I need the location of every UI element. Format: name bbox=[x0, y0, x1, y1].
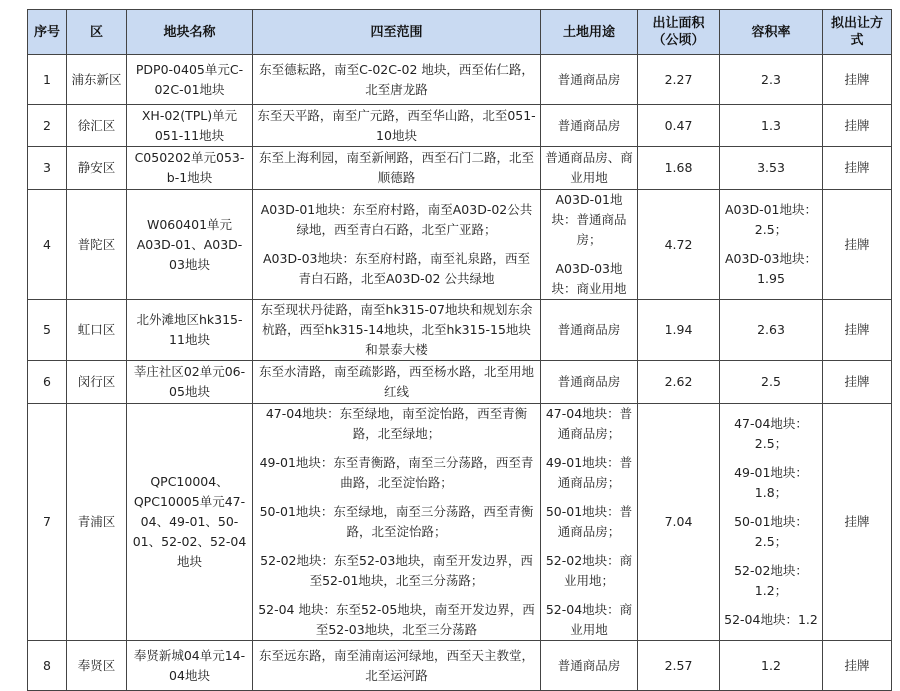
header-no: 序号 bbox=[28, 10, 67, 55]
table-row bbox=[28, 55, 892, 105]
table-row bbox=[28, 147, 892, 190]
cell-boundaries-entry: 东至现状丹徒路，南至hk315-07地块和规划东余杭路，西至hk315-14地块，北至hk315-15地块和景泰大楼 bbox=[260, 302, 533, 357]
cell-land-use bbox=[541, 190, 638, 300]
cell-plot-name: W060401单元A03D-01、A03D-03地块 bbox=[127, 190, 253, 300]
cell-boundaries-entry: 东至天平路，南至广元路，西至华山路，北至051-10地块 bbox=[257, 107, 536, 143]
cell-area: 1.94 bbox=[638, 300, 720, 361]
cell-spacer bbox=[724, 552, 818, 561]
cell-method: 挂牌 bbox=[823, 641, 892, 691]
land-auction-table bbox=[27, 9, 892, 691]
cell-land-use-entry: 50-01地块：普通商品房； bbox=[545, 504, 633, 539]
header-district: 区 bbox=[67, 10, 127, 55]
cell-method: 挂牌 bbox=[823, 404, 892, 641]
cell-spacer bbox=[545, 542, 633, 551]
cell-far-entry: 2.5 bbox=[761, 374, 781, 389]
cell-no: 8 bbox=[28, 641, 67, 691]
cell-plot-name: PDP0-0405单元C-02C-01地块 bbox=[127, 55, 253, 105]
header-plot-name: 地块名称 bbox=[127, 10, 253, 55]
cell-area: 1.68 bbox=[638, 147, 720, 190]
cell-land-use-entry: A03D-01地块：普通商品房； bbox=[551, 192, 627, 247]
cell-far bbox=[720, 190, 823, 300]
cell-far-entry: 1.3 bbox=[761, 117, 781, 133]
cell-far-entry: 52-02地块：1.2； bbox=[734, 563, 808, 598]
cell-boundaries-entry: 49-01地块：东至青衡路，南至三分荡路，西至青曲路，北至淀怡路； bbox=[259, 455, 534, 490]
table-row bbox=[28, 404, 892, 641]
cell-land-use-entry: 普通商品房 bbox=[557, 374, 621, 389]
cell-boundaries-entry: A03D-03地块：东至府村路，南至礼泉路，西至青白石路，北至A03D-02 公共绿地 bbox=[263, 251, 530, 286]
cell-land-use-entry: A03D-03地块：商业用地 bbox=[551, 261, 627, 296]
cell-boundaries-entry: 47-04地块：东至绿地，南至淀怡路，西至青衡路，北至绿地； bbox=[265, 406, 528, 441]
cell-far-entry: A03D-03地块：1.95 bbox=[725, 251, 817, 286]
cell-area: 7.04 bbox=[638, 404, 720, 641]
cell-boundaries bbox=[253, 105, 541, 147]
cell-land-use-entry: 普通商品房 bbox=[557, 657, 621, 673]
header-area: 出让面积（公顷） bbox=[638, 10, 720, 55]
cell-land-use-entry: 47-04地块：普通商品房； bbox=[545, 406, 633, 441]
cell-boundaries-entry: 东至德耘路，南至C-02C-02 地块，西至佑仁路，北至唐龙路 bbox=[259, 61, 534, 97]
cell-spacer bbox=[724, 503, 818, 512]
table-row bbox=[28, 105, 892, 147]
cell-plot-name: QPC10004、QPC10005单元47-04、49-01、50-01、52-02、52-04地块 bbox=[127, 404, 253, 641]
cell-far bbox=[720, 641, 823, 691]
cell-land-use bbox=[541, 55, 638, 105]
table-row bbox=[28, 190, 892, 300]
header-row bbox=[28, 10, 892, 55]
cell-spacer bbox=[545, 493, 633, 502]
cell-far bbox=[720, 147, 823, 190]
cell-area: 2.62 bbox=[638, 361, 720, 404]
cell-land-use-entry: 普通商品房 bbox=[557, 322, 621, 337]
cell-spacer bbox=[545, 444, 633, 453]
cell-district: 青浦区 bbox=[67, 404, 127, 641]
cell-spacer bbox=[257, 240, 536, 249]
cell-boundaries bbox=[253, 404, 541, 641]
cell-boundaries bbox=[253, 300, 541, 361]
cell-far-entry: 47-04地块：2.5； bbox=[734, 416, 808, 451]
header-method: 拟出让方式 bbox=[823, 10, 892, 55]
cell-boundaries-entry: 东至远东路，南至浦南运河绿地，西至天主教堂，北至运河路 bbox=[258, 647, 534, 683]
table-row bbox=[28, 361, 892, 404]
cell-no: 5 bbox=[28, 300, 67, 361]
cell-no: 2 bbox=[28, 105, 67, 147]
cell-far bbox=[720, 55, 823, 105]
cell-spacer bbox=[257, 493, 536, 502]
cell-area: 2.57 bbox=[638, 641, 720, 691]
cell-district: 浦东新区 bbox=[67, 55, 127, 105]
cell-land-use-entry: 52-04地块：商业用地 bbox=[545, 602, 633, 637]
cell-boundaries-entry: 东至水清路，南至疏影路，西至杨水路，北至用地红线 bbox=[258, 364, 534, 399]
cell-far bbox=[720, 300, 823, 361]
cell-method: 挂牌 bbox=[823, 190, 892, 300]
cell-spacer bbox=[257, 542, 536, 551]
cell-district: 普陀区 bbox=[67, 190, 127, 300]
cell-boundaries bbox=[253, 361, 541, 404]
cell-method: 挂牌 bbox=[823, 361, 892, 404]
cell-method: 挂牌 bbox=[823, 55, 892, 105]
cell-land-use-entry: 普通商品房、商业用地 bbox=[545, 150, 633, 185]
cell-land-use bbox=[541, 361, 638, 404]
cell-land-use bbox=[541, 147, 638, 190]
cell-spacer bbox=[724, 601, 818, 610]
cell-boundaries bbox=[253, 55, 541, 105]
cell-far-entry: 49-01地块：1.8； bbox=[734, 465, 808, 500]
table-row bbox=[28, 641, 892, 691]
cell-land-use-entry: 52-02地块：商业用地； bbox=[545, 553, 633, 588]
cell-area: 4.72 bbox=[638, 190, 720, 300]
cell-spacer bbox=[257, 444, 536, 453]
cell-boundaries-entry: 52-02地块：东至52-03地块，南至开发边界，西至52-01地块，北至三分荡路； bbox=[260, 553, 533, 588]
cell-spacer bbox=[545, 250, 633, 259]
cell-no: 4 bbox=[28, 190, 67, 300]
cell-land-use bbox=[541, 641, 638, 691]
cell-boundaries-entry: 52-04 地块：东至52-05地块，南至开发边界，西至52-03地块，北至三分荡路 bbox=[258, 602, 535, 637]
cell-district: 虹口区 bbox=[67, 300, 127, 361]
cell-far-entry: 3.53 bbox=[757, 160, 785, 175]
cell-land-use-entry: 49-01地块：普通商品房； bbox=[545, 455, 633, 490]
cell-district: 奉贤区 bbox=[67, 641, 127, 691]
cell-land-use bbox=[541, 300, 638, 361]
cell-spacer bbox=[724, 454, 818, 463]
cell-boundaries bbox=[253, 190, 541, 300]
cell-boundaries bbox=[253, 641, 541, 691]
cell-boundaries bbox=[253, 147, 541, 190]
table-row bbox=[28, 300, 892, 361]
cell-far bbox=[720, 404, 823, 641]
cell-land-use bbox=[541, 404, 638, 641]
cell-far-entry: 2.3 bbox=[761, 71, 781, 87]
cell-far-entry: 52-04地块：1.2 bbox=[724, 612, 818, 627]
cell-method: 挂牌 bbox=[823, 105, 892, 147]
cell-land-use-entry: 普通商品房 bbox=[557, 117, 621, 133]
cell-district: 静安区 bbox=[67, 147, 127, 190]
cell-method: 挂牌 bbox=[823, 147, 892, 190]
cell-no: 3 bbox=[28, 147, 67, 190]
cell-no: 6 bbox=[28, 361, 67, 404]
cell-boundaries-entry: A03D-01地块：东至府村路，南至A03D-02公共绿地，西至青白石路，北至广亚路； bbox=[260, 202, 533, 237]
cell-spacer bbox=[545, 591, 633, 600]
cell-plot-name: XH-02(TPL)单元051-11地块 bbox=[127, 105, 253, 147]
cell-area: 0.47 bbox=[638, 105, 720, 147]
cell-area: 2.27 bbox=[638, 55, 720, 105]
cell-far-entry: 50-01地块：2.5； bbox=[734, 514, 808, 549]
cell-spacer bbox=[724, 240, 818, 249]
cell-far bbox=[720, 361, 823, 404]
cell-district: 徐汇区 bbox=[67, 105, 127, 147]
header-far: 容积率 bbox=[720, 10, 823, 55]
cell-far bbox=[720, 105, 823, 147]
cell-land-use bbox=[541, 105, 638, 147]
cell-spacer bbox=[257, 591, 536, 600]
cell-land-use-entry: 普通商品房 bbox=[557, 71, 621, 87]
cell-plot-name: C050202单元053-b-1地块 bbox=[127, 147, 253, 190]
land-auction-table-container bbox=[27, 9, 891, 683]
cell-plot-name: 北外滩地区hk315-11地块 bbox=[127, 300, 253, 361]
cell-district: 闵行区 bbox=[67, 361, 127, 404]
header-boundaries: 四至范围 bbox=[253, 10, 541, 55]
cell-no: 1 bbox=[28, 55, 67, 105]
cell-method: 挂牌 bbox=[823, 300, 892, 361]
cell-plot-name: 莘庄社区02单元06-05地块 bbox=[127, 361, 253, 404]
header-land-use: 土地用途 bbox=[541, 10, 638, 55]
cell-far-entry: A03D-01地块：2.5； bbox=[725, 202, 817, 237]
cell-boundaries-entry: 东至上海利园，南至新闸路，西至石门二路，北至顺德路 bbox=[258, 150, 534, 185]
cell-boundaries-entry: 50-01地块：东至绿地，南至三分荡路，西至青衡路，北至淀怡路； bbox=[259, 504, 534, 539]
cell-far-entry: 1.2 bbox=[761, 657, 781, 673]
cell-far-entry: 2.63 bbox=[757, 322, 785, 337]
cell-no: 7 bbox=[28, 404, 67, 641]
cell-plot-name: 奉贤新城04单元14-04地块 bbox=[127, 641, 253, 691]
